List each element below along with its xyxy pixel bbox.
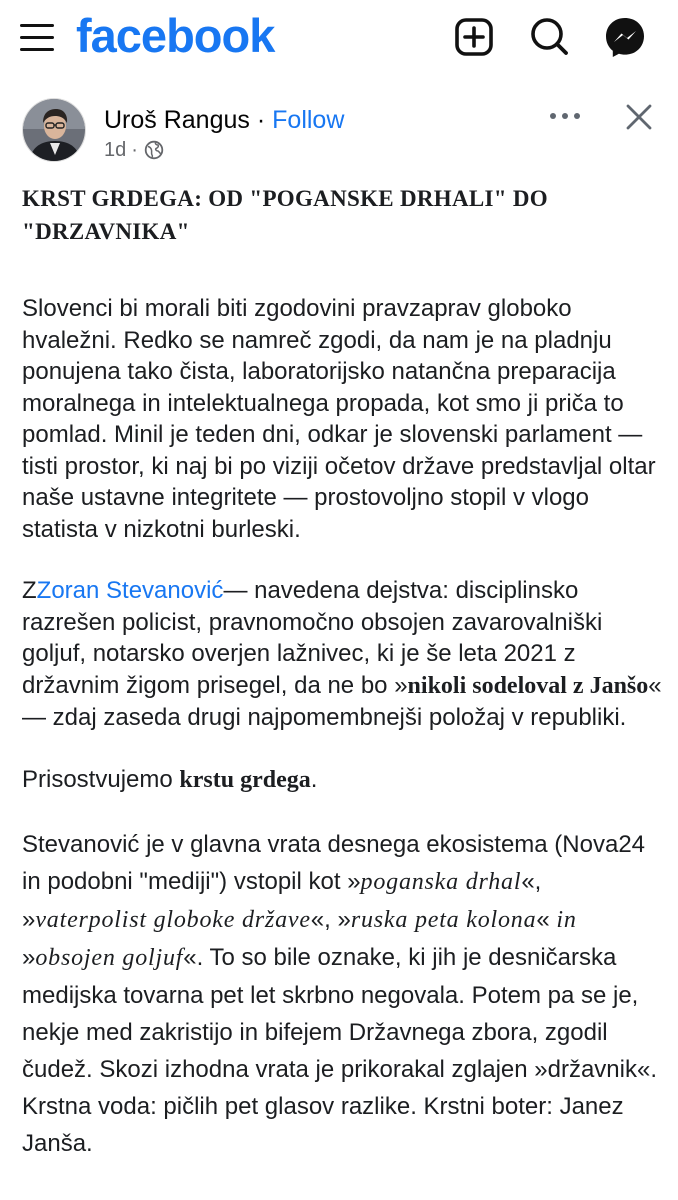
paragraph-3-text: Prisostvujemo <box>22 765 180 793</box>
paragraph-1: Slovenci bi morali biti zgodovini pravzaprav globoko hvaležni. Redko se namreč zgodi, da nam je na pladnju ponujena tako čista, laboratorijsko natančna preparacija moralnega in intelektualnega propada, kot smo ji priča to pomlad. Minil je teden dni, odkar je slovenski parlament — tisti prostor, ki naj bi po viziji očetov države predstavljal oltar naše ustavne integritete — prostovoljno stopil v vlogo statista v nizkotni burleski. <box>22 295 656 543</box>
post-header <box>0 90 678 170</box>
name-separator: · <box>256 106 266 134</box>
post-headline: KRST GRDEGA: OD "POGANSKE DRHALI" DO "DRZAVNIKA" <box>22 186 548 244</box>
paragraph-3-end: . <box>310 765 318 793</box>
top-bar <box>0 0 678 76</box>
more-options-icon[interactable] <box>548 106 582 126</box>
mention-prefix: Z <box>22 577 37 604</box>
quote-close: « <box>648 671 662 699</box>
p4-italic-1: poganska drhal <box>360 869 522 895</box>
bold-quote: nikoli sodeloval z Janšo <box>407 672 649 699</box>
p4-text-2: «, » <box>22 868 542 933</box>
paragraph-2-text-end: — zdaj zaseda drugi najpomembnejši položaj v republiki. <box>22 704 627 731</box>
messenger-icon[interactable] <box>603 15 647 59</box>
p4-text-4: « <box>536 906 557 933</box>
paragraph-2 <box>22 575 662 734</box>
post-time[interactable]: 1d <box>104 139 127 161</box>
p4-text-1: Stevanović je v glavna vrata desnega ekosistema (Nova24 in podobni "mediji") vstopil kot » <box>22 831 646 895</box>
menu-icon[interactable] <box>20 22 54 52</box>
close-icon[interactable] <box>624 102 654 132</box>
search-icon[interactable] <box>527 15 571 59</box>
p4-text-5: » <box>22 944 36 971</box>
post-meta <box>104 137 164 163</box>
paragraph-4 <box>22 826 662 1162</box>
p4-text-6: «. To so bile oznake, ki jih je desničarska medijska tovarna pet let skrbno negovala. Potem pa se je, nekje med zakristijo in bifejem Državnega zbora, zgodil čudež. Skozi izhodna vrata je prikorakal zglajen »državnik«. Krstna voda: pičlih pet glasov razlike. Krstni boter: Janez Janša. <box>22 944 658 1157</box>
p4-italic-2: vaterpolist globoke države <box>35 907 311 933</box>
author-line <box>104 104 344 136</box>
p4-italic-4: in <box>556 907 577 933</box>
p4-italic-3: ruska peta kolona <box>350 907 537 933</box>
bold-phrase: krstu grdega <box>179 766 311 793</box>
quote-open: » <box>394 671 408 699</box>
paragraph-2-text: — navedena dejstva: disciplinsko razrešen policist, pravnomočno obsojen zavarovalniški goljuf, notarsko overjen lažnivec, ki je še leta 2021 z državnim žigom prisegel, da ne bo <box>22 577 603 699</box>
author-name[interactable]: Uroš Rangus <box>104 106 250 134</box>
time-separator: · <box>131 139 138 161</box>
create-icon[interactable] <box>452 15 496 59</box>
mention-link[interactable]: Zoran Stevanović <box>36 577 224 604</box>
globe-icon <box>144 140 164 160</box>
paragraph-3 <box>22 764 662 797</box>
p4-text-3: «, » <box>310 906 351 933</box>
facebook-logo[interactable]: facebook <box>76 9 275 62</box>
post-body <box>22 180 662 1162</box>
p4-italic-5: obsojen goljuf <box>35 945 184 971</box>
avatar[interactable] <box>22 98 86 162</box>
follow-button[interactable]: Follow <box>272 106 345 134</box>
